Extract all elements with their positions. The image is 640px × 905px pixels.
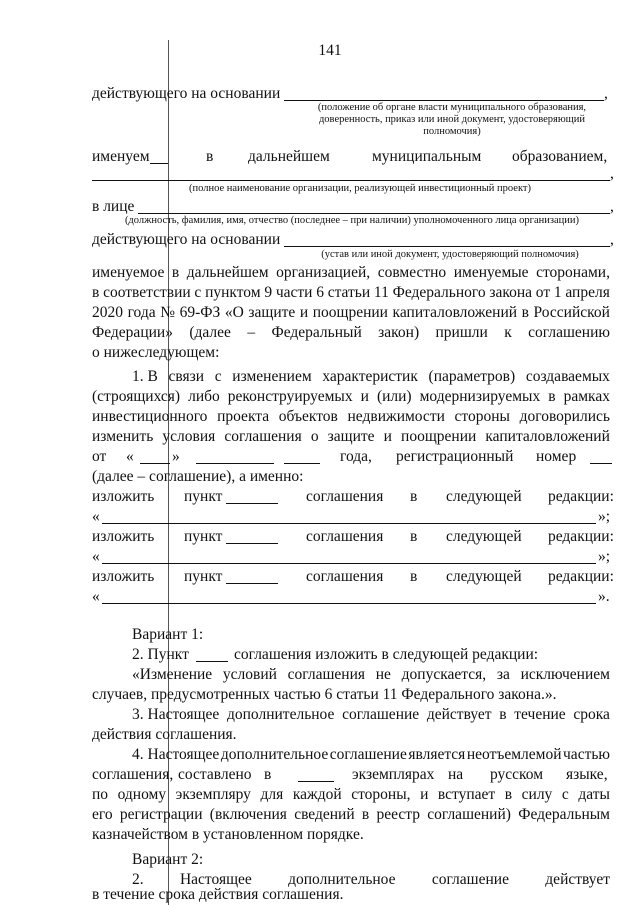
word: экземплярах bbox=[352, 766, 435, 783]
punctuation: « bbox=[92, 548, 100, 565]
word: его bbox=[92, 806, 113, 823]
word: за bbox=[496, 666, 510, 683]
page-number: 141 bbox=[318, 42, 342, 59]
word: силу bbox=[521, 786, 553, 803]
word: условия bbox=[162, 428, 216, 445]
word: года, bbox=[340, 448, 372, 465]
variant1-p4-line-1 bbox=[132, 746, 610, 764]
variant1-quote-line-1 bbox=[132, 666, 610, 684]
blank-copies-count bbox=[298, 781, 334, 782]
word: либо bbox=[188, 388, 220, 405]
word: рамках bbox=[563, 388, 610, 405]
variant1-title: Вариант 1: bbox=[132, 626, 204, 643]
word: в bbox=[206, 148, 214, 165]
word: Настоящее bbox=[179, 871, 252, 888]
word: поощрении bbox=[401, 428, 477, 445]
word: Федеральным bbox=[518, 806, 610, 823]
word: № bbox=[160, 304, 175, 321]
word: условий bbox=[222, 666, 277, 683]
word: изложить bbox=[92, 528, 155, 545]
word: стороны, bbox=[351, 786, 411, 803]
word: изложить bbox=[92, 568, 155, 585]
word: пункт bbox=[184, 488, 223, 505]
word: экземпляру bbox=[175, 786, 251, 803]
punctuation: , bbox=[610, 198, 614, 215]
word: именуемые bbox=[453, 264, 529, 281]
word: частью bbox=[563, 746, 610, 763]
blank-charter bbox=[284, 246, 610, 247]
word: редакции: bbox=[548, 568, 614, 585]
punctuation: » bbox=[172, 448, 180, 465]
clause1-line-6: (далее – соглашение), а именно: bbox=[92, 468, 304, 485]
label-v-lice: в лице bbox=[92, 198, 135, 215]
word: допускается, bbox=[401, 666, 487, 683]
word: 2020 bbox=[92, 304, 123, 321]
word: года bbox=[127, 304, 156, 321]
punctuation: « bbox=[92, 588, 100, 605]
blank-agreement-year bbox=[284, 463, 320, 464]
blank-representative bbox=[138, 213, 610, 214]
word: «О bbox=[224, 304, 244, 321]
word: одному bbox=[117, 786, 167, 803]
blank-new-text-3 bbox=[102, 603, 596, 604]
word: от bbox=[92, 448, 107, 465]
word: составлено bbox=[178, 766, 252, 783]
word: в bbox=[410, 488, 418, 505]
word: и bbox=[360, 388, 369, 405]
punctuation: ». bbox=[598, 588, 610, 605]
word: соглашения bbox=[306, 488, 384, 505]
punctuation: , bbox=[610, 165, 614, 182]
word: в bbox=[548, 388, 556, 405]
word: от bbox=[535, 284, 551, 301]
word: на bbox=[448, 766, 464, 783]
word: номер bbox=[536, 448, 577, 465]
clause1-line-3 bbox=[92, 408, 610, 426]
blank-gender-ending bbox=[150, 163, 168, 164]
word: связи bbox=[168, 368, 205, 385]
word: с bbox=[194, 284, 202, 301]
word: редакции: bbox=[548, 528, 614, 545]
word: инвестиционного bbox=[92, 408, 208, 425]
word: соглашению bbox=[528, 324, 610, 341]
blank-clause-number-1 bbox=[226, 503, 278, 504]
blank-clause-number-v1 bbox=[196, 661, 228, 662]
word: (строящихся) bbox=[92, 388, 181, 405]
word: закона bbox=[489, 284, 533, 301]
word: договорились bbox=[519, 408, 610, 425]
blank-registration-number bbox=[590, 463, 612, 464]
word: русском bbox=[490, 766, 544, 783]
word: дополнительное bbox=[288, 871, 396, 888]
word: 1 bbox=[553, 284, 562, 301]
word: дальнейшем bbox=[248, 148, 330, 165]
word: регистрации bbox=[119, 806, 203, 823]
header-line5-label: действующего на основании bbox=[92, 231, 281, 248]
word: соглашений) bbox=[427, 806, 511, 823]
word: для bbox=[260, 786, 284, 803]
word: именуемое bbox=[92, 264, 165, 281]
caption-charter: (устав или иной документ, удостоверяющий полномочия) bbox=[321, 249, 579, 260]
word: 6 bbox=[316, 284, 324, 301]
word: в bbox=[521, 304, 529, 321]
word: организацией, bbox=[276, 264, 371, 281]
word: (включения bbox=[209, 806, 287, 823]
word-imenuem: именуем bbox=[92, 148, 150, 165]
caption-authority-2: доверенность, приказ или иной документ, удостоверяющий bbox=[318, 114, 586, 125]
word: пункт bbox=[184, 528, 223, 545]
caption-authority-1: (положение об органе власти муниципального образования, bbox=[317, 102, 587, 113]
word: части bbox=[275, 284, 313, 301]
word: – bbox=[247, 324, 256, 341]
variant2-p2-line-2: в течение срока действия соглашения. bbox=[92, 886, 344, 903]
word: 2. Пункт bbox=[132, 646, 189, 663]
word: вступает bbox=[437, 786, 496, 803]
word: с bbox=[214, 368, 222, 385]
word: следующей bbox=[446, 568, 522, 585]
word: «Изменение bbox=[132, 666, 213, 683]
preamble-line-5: о нижеследующем: bbox=[92, 344, 220, 361]
variant1-p4-line-4 bbox=[92, 806, 610, 824]
word: пришли bbox=[435, 324, 488, 341]
blank-agreement-month bbox=[196, 463, 274, 464]
clause1-line-4 bbox=[92, 428, 610, 446]
punctuation: »; bbox=[598, 508, 611, 525]
word: к bbox=[504, 324, 512, 341]
word: соглашение bbox=[431, 871, 509, 888]
punctuation: , bbox=[610, 231, 614, 248]
word: реконструируемых bbox=[227, 388, 353, 405]
variant1-p3-line-1 bbox=[132, 706, 610, 724]
word: в bbox=[92, 284, 100, 301]
word: апреля bbox=[565, 284, 610, 301]
word: образованием, bbox=[512, 148, 608, 165]
punctuation: « bbox=[126, 448, 134, 465]
word: дополнительное bbox=[227, 706, 335, 723]
variant1-p4-line-3 bbox=[92, 786, 610, 804]
word: пунктом bbox=[205, 284, 261, 301]
word: течение bbox=[514, 706, 566, 723]
word: каждой bbox=[292, 786, 342, 803]
variant2-title: Вариант 2: bbox=[132, 851, 204, 868]
word: соглашения bbox=[306, 528, 384, 545]
word: изменить bbox=[92, 428, 154, 445]
punctuation: « bbox=[92, 508, 100, 525]
word: изложить bbox=[92, 488, 155, 505]
word: изменением bbox=[232, 368, 312, 385]
clause1-line-1 bbox=[132, 368, 610, 386]
word: в bbox=[171, 264, 180, 281]
preamble-line-4 bbox=[92, 324, 610, 342]
word: является bbox=[408, 746, 466, 763]
word: характеристик bbox=[322, 368, 418, 385]
word: соглашения bbox=[306, 568, 384, 585]
preamble-line-1 bbox=[92, 264, 610, 282]
word: неотъемлемой bbox=[466, 746, 562, 763]
word: и bbox=[420, 786, 429, 803]
word: пункт bbox=[184, 568, 223, 585]
word: капиталовложений bbox=[485, 428, 610, 445]
word: дальнейшем bbox=[186, 264, 269, 281]
word: сведений bbox=[294, 806, 355, 823]
word: и bbox=[299, 304, 309, 321]
blank-clause-number-3 bbox=[226, 583, 278, 584]
word: соглашения bbox=[224, 428, 302, 445]
variant1-p3-line-2: действия соглашения. bbox=[92, 726, 237, 743]
word: сторонами, bbox=[536, 264, 610, 281]
word: 9 bbox=[264, 284, 273, 301]
word: 2. bbox=[132, 871, 144, 888]
word: совместно bbox=[377, 264, 447, 281]
word: редакции: bbox=[548, 488, 614, 505]
word: 3. Настоящее bbox=[132, 706, 220, 723]
word: исключением bbox=[520, 666, 610, 683]
word: по bbox=[92, 786, 109, 803]
word: защите bbox=[248, 304, 296, 321]
word: языке, bbox=[566, 766, 608, 783]
word: Федеральный bbox=[271, 324, 362, 341]
variant1-p4-line-5: казначейством в установленном порядке. bbox=[92, 826, 364, 843]
word: и bbox=[383, 428, 392, 445]
preamble-line-2 bbox=[92, 284, 610, 302]
word: проекта bbox=[217, 408, 270, 425]
caption-organization: (полное наименование организации, реализующей инвестиционный проект) bbox=[188, 183, 531, 194]
word: в bbox=[410, 568, 418, 585]
word: Федерации» bbox=[92, 324, 173, 341]
blank-new-text-1 bbox=[102, 523, 596, 524]
word: дополнительное bbox=[220, 746, 329, 763]
word: соглашения, bbox=[92, 766, 174, 783]
word: в bbox=[361, 806, 370, 823]
variant1-quote-line-2: случаев, предусмотренных частью 6 статьи 11 Федерального закона.». bbox=[92, 686, 557, 703]
blank-agreement-day bbox=[140, 463, 170, 464]
word: в bbox=[410, 528, 418, 545]
blank-clause-number-2 bbox=[226, 543, 278, 544]
word: поощрении bbox=[312, 304, 388, 321]
word: следующей bbox=[446, 528, 522, 545]
word: о bbox=[310, 428, 319, 445]
word: 11 bbox=[373, 284, 389, 301]
blank-organization-name bbox=[92, 180, 610, 181]
word: в bbox=[499, 706, 507, 723]
word: соглашение bbox=[342, 706, 420, 723]
word: (параметров) bbox=[428, 368, 516, 385]
word: 69-ФЗ bbox=[179, 304, 221, 321]
header-line1-label: действующего на основании bbox=[92, 85, 281, 102]
preamble-line-3 bbox=[92, 304, 610, 322]
word: 4. Настоящее bbox=[132, 746, 220, 763]
variant1-p2-text: соглашения изложить в следующей редакции: bbox=[234, 646, 539, 663]
word: закон) bbox=[378, 324, 420, 341]
word: Федерального bbox=[392, 284, 486, 301]
word: соглашения bbox=[287, 666, 366, 683]
word: регистрационный bbox=[396, 448, 514, 465]
blank-new-text-2 bbox=[102, 563, 596, 564]
word: соответствии bbox=[103, 284, 191, 301]
word: действует bbox=[545, 871, 610, 888]
word: капиталовложений bbox=[392, 304, 518, 321]
word: муниципальным bbox=[372, 148, 482, 165]
word: Российской bbox=[533, 304, 610, 321]
punctuation: »; bbox=[598, 548, 611, 565]
word: действует bbox=[426, 706, 492, 723]
word: статьи bbox=[327, 284, 371, 301]
blank-authority-basis bbox=[284, 100, 604, 101]
word: 1. В bbox=[132, 368, 158, 385]
word: (или) bbox=[376, 388, 412, 405]
word: даты bbox=[578, 786, 610, 803]
caption-authority-3: полномочия) bbox=[423, 126, 481, 137]
word: не bbox=[375, 666, 391, 683]
caption-representative: (должность, фамилия, имя, отчество (последнее – при наличии) уполномоченного лица организации) bbox=[124, 215, 580, 226]
word: соглашение bbox=[329, 746, 407, 763]
word: в bbox=[504, 786, 513, 803]
word: стороны bbox=[454, 408, 510, 425]
word: с bbox=[561, 786, 569, 803]
word: (далее bbox=[189, 324, 231, 341]
clause1-line-2 bbox=[92, 388, 610, 406]
word: в bbox=[264, 766, 272, 783]
punctuation: , bbox=[604, 85, 608, 102]
word: недвижимости bbox=[347, 408, 445, 425]
word: создаваемых bbox=[525, 368, 610, 385]
word: защите bbox=[327, 428, 375, 445]
word: реестр bbox=[376, 806, 420, 823]
word: модернизируемых bbox=[419, 388, 541, 405]
word: следующей bbox=[446, 488, 522, 505]
word: объектов bbox=[278, 408, 338, 425]
word: срока bbox=[573, 706, 610, 723]
